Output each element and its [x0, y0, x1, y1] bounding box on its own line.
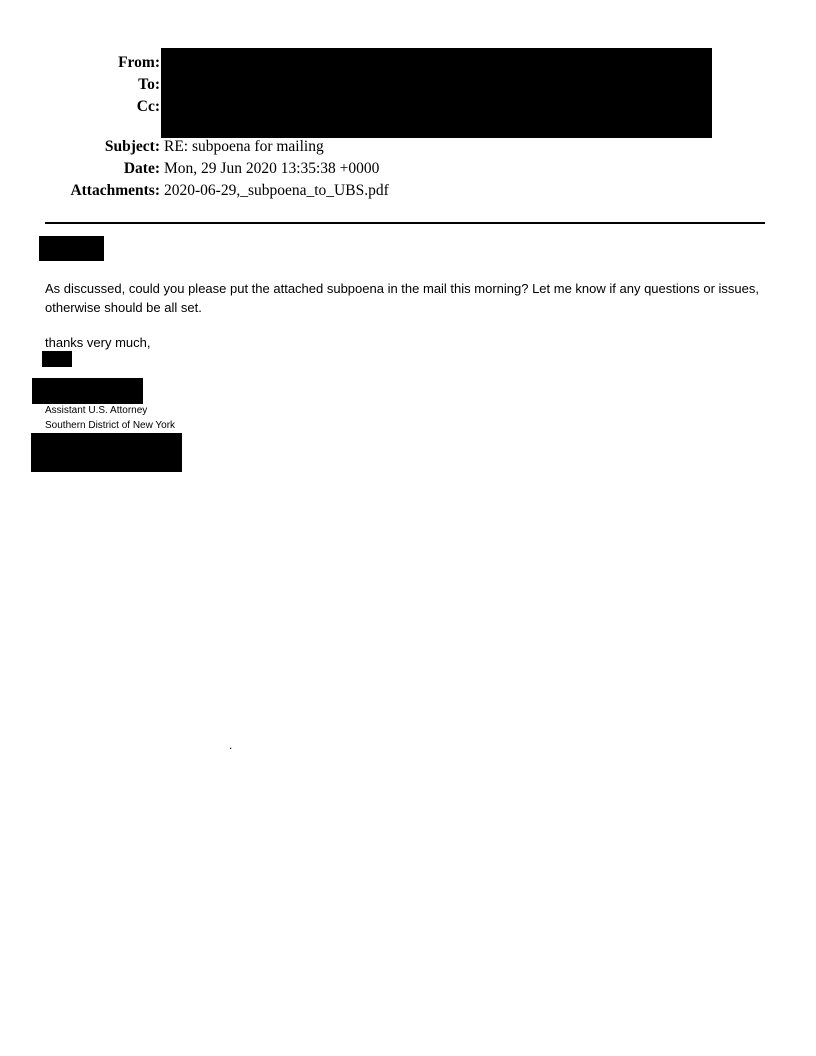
stray-dot: . [229, 738, 233, 752]
sender-initials-redaction [42, 351, 72, 367]
attachments-label: Attachments: [70, 182, 160, 199]
signature-title: Assistant U.S. Attorney [45, 405, 148, 416]
message-body: As discussed, could you please put the attached subpoena in the mail this morning? Let me know if any questions or issues, otherwise should be all set. [45, 281, 759, 315]
date-label: Date: [123, 160, 160, 177]
subject-value: RE: subpoena for mailing [164, 138, 324, 155]
closing-line: thanks very much, [45, 335, 151, 350]
to-label: To: [138, 76, 160, 93]
subject-label: Subject: [104, 138, 160, 155]
date-value: Mon, 29 Jun 2020 13:35:38 +0000 [164, 160, 380, 177]
attachment-filename: 2020-06-29,_subpoena_to_UBS.pdf [164, 182, 389, 199]
signature-contact-redaction [31, 433, 182, 472]
recipients-redaction [161, 48, 712, 138]
signature-office: Southern District of New York [45, 420, 176, 431]
greeting-redaction [39, 236, 104, 261]
cc-label: Cc: [136, 98, 160, 115]
header-divider [45, 222, 765, 224]
signature-name-redaction [32, 378, 143, 404]
from-label: From: [118, 54, 160, 71]
